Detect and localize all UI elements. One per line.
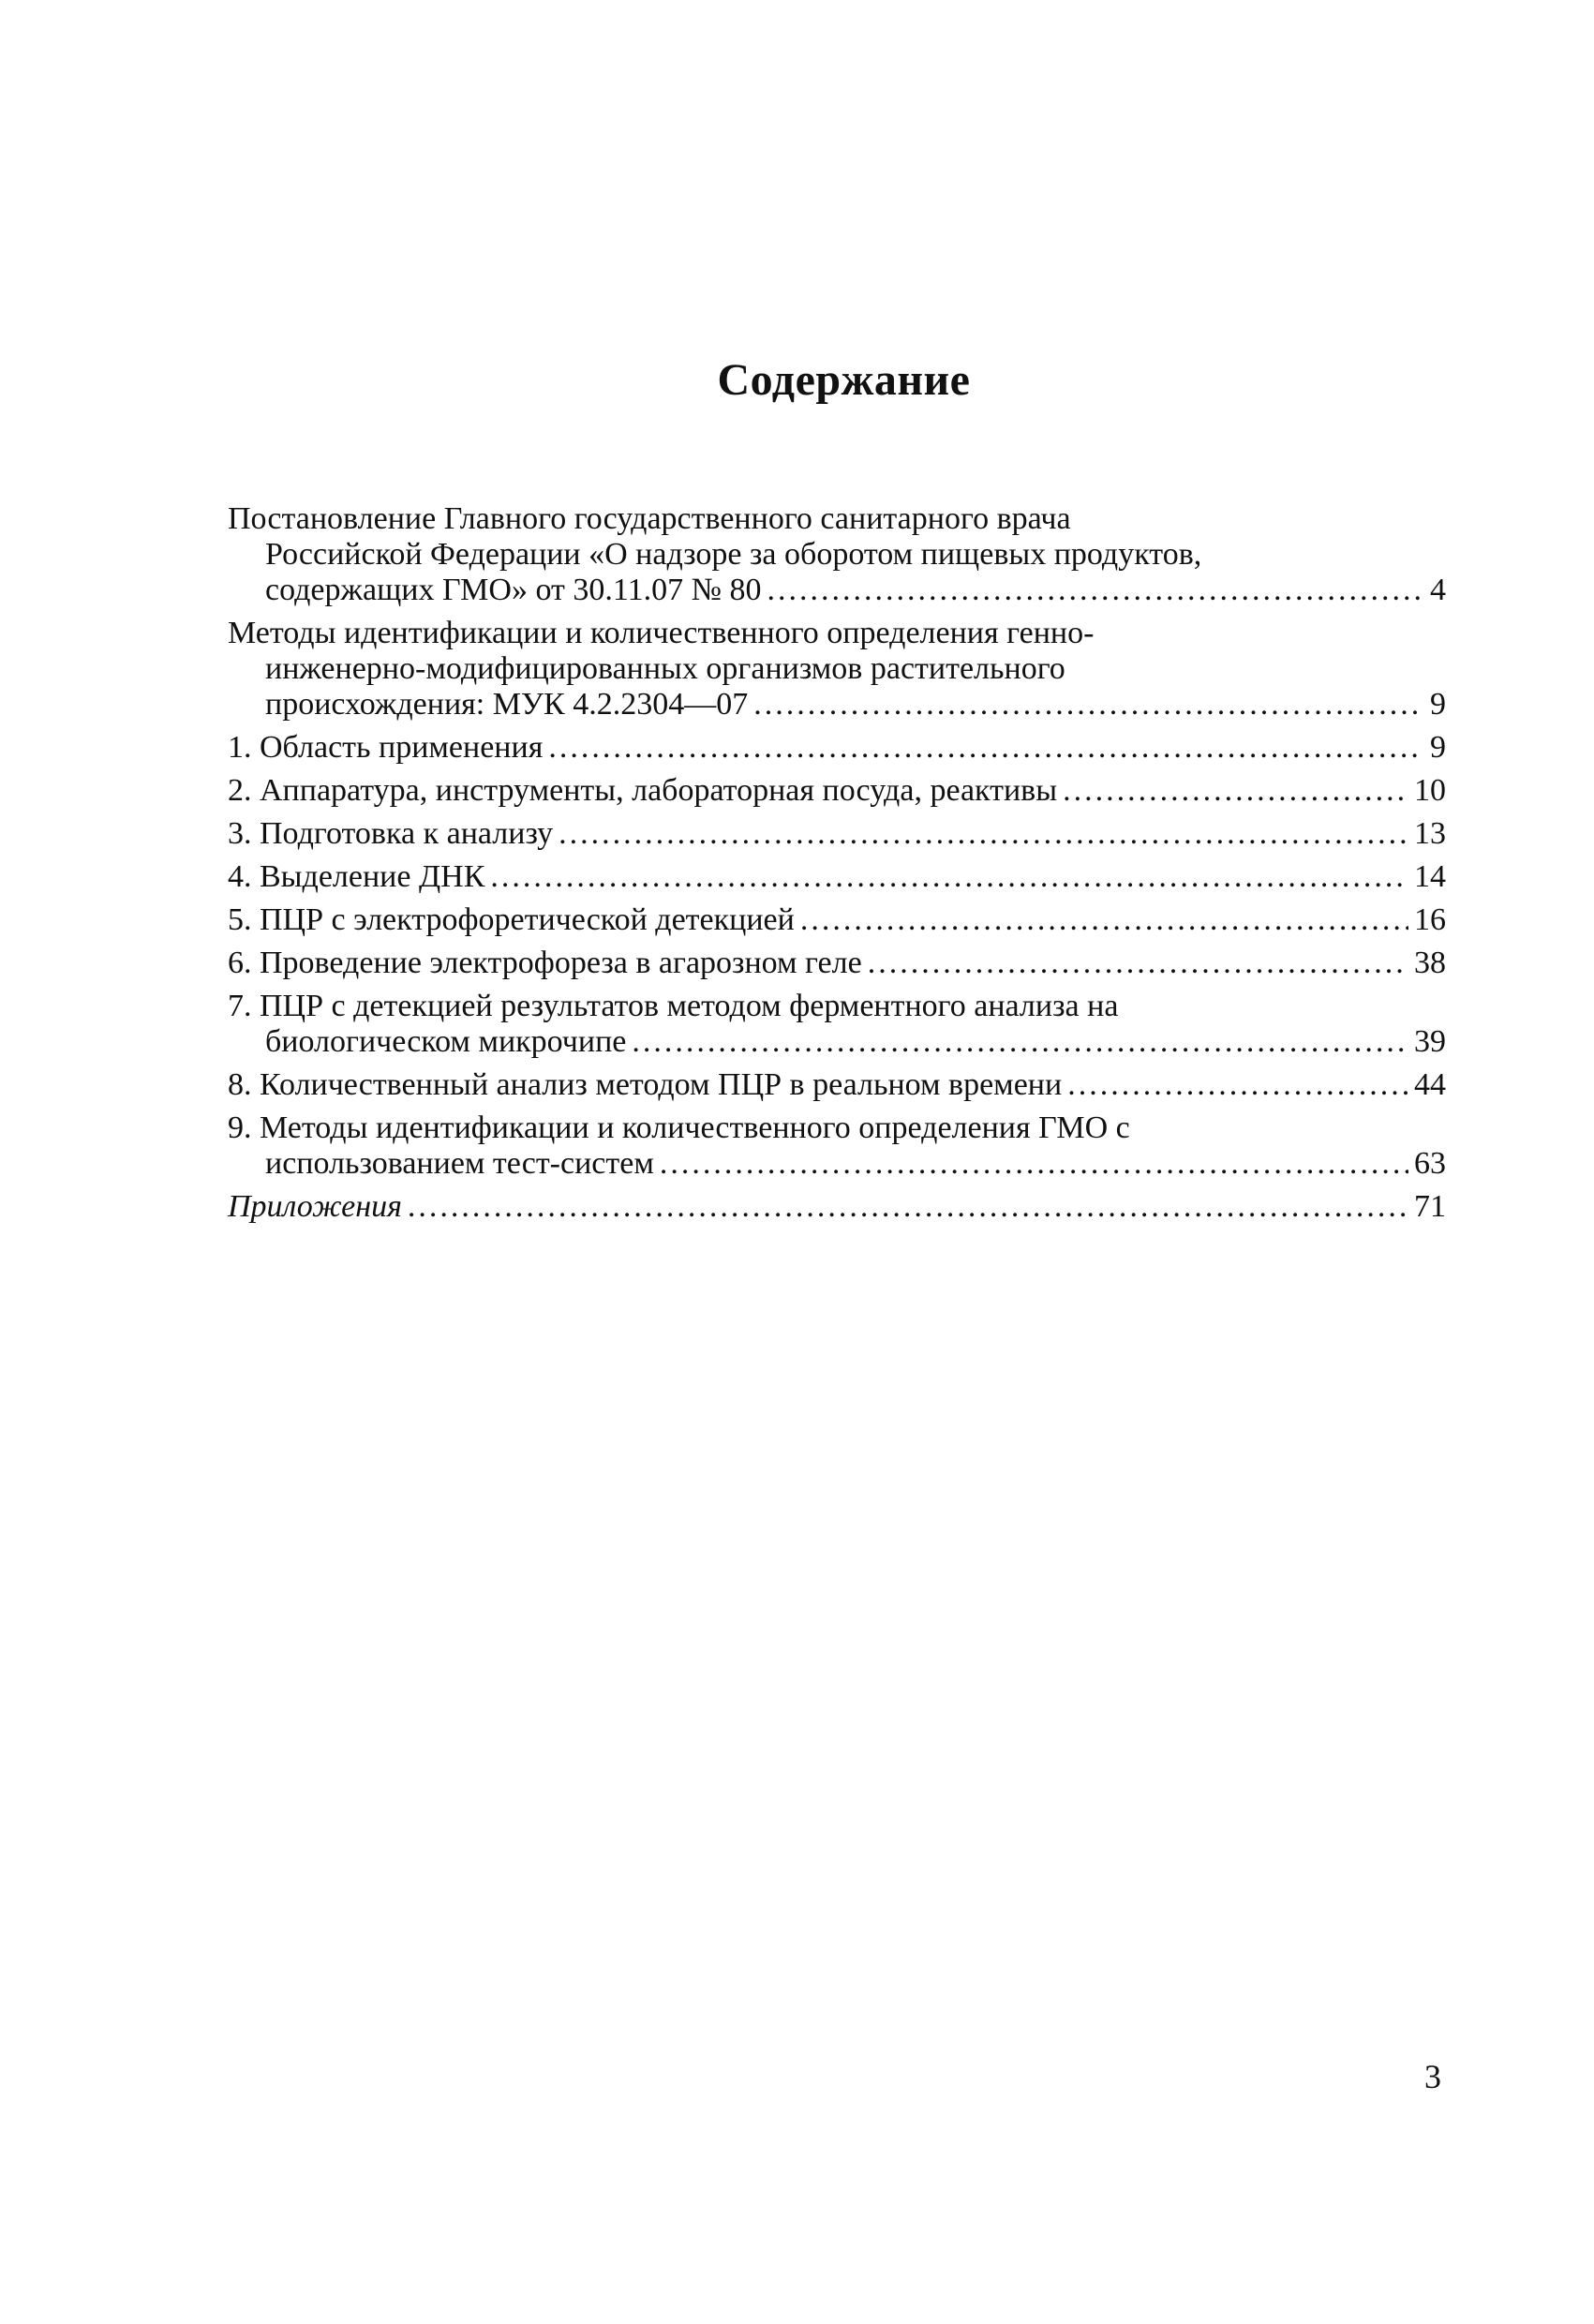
toc-entry-text: происхождения: МУК 4.2.2304—07 [265, 687, 749, 722]
toc-entry-text: Российской Федерации «О надзоре за оборотом пищевых продуктов, [265, 537, 1202, 572]
toc-entry-text: 7. ПЦР с детекцией результатов методом ферментного анализа на [228, 989, 1119, 1023]
toc-entry-text: содержащих ГМО» от 30.11.07 № 80 [265, 573, 762, 607]
toc-entry-text: 9. Методы идентификации и количественного определения ГМО с [228, 1110, 1130, 1145]
toc-entry[interactable] [228, 989, 1446, 1060]
table-of-contents [228, 501, 1446, 1232]
toc-entry[interactable] [228, 859, 1446, 895]
dot-leader [408, 1189, 1408, 1225]
dot-leader [1063, 773, 1408, 809]
dot-leader [800, 902, 1408, 938]
toc-page-number: 63 [1414, 1146, 1446, 1181]
toc-entry[interactable] [228, 773, 1446, 809]
toc-page-number: 4 [1430, 573, 1446, 607]
toc-entry-text: 4. Выделение ДНК [228, 859, 485, 894]
toc-entry[interactable] [228, 501, 1446, 608]
toc-entry[interactable] [228, 1067, 1446, 1103]
dot-leader [767, 573, 1423, 608]
toc-page-number: 71 [1414, 1189, 1446, 1224]
dot-leader [753, 687, 1423, 723]
toc-entry-text: Приложения [228, 1189, 402, 1224]
toc-entry-text: 3. Подготовка к анализу [228, 816, 554, 851]
page-number: 3 [1424, 2058, 1441, 2095]
dot-leader [632, 1024, 1408, 1060]
toc-page-number: 38 [1414, 946, 1446, 980]
toc-entry-text: 2. Аппаратура, инструменты, лабораторная посуда, реактивы [228, 773, 1058, 808]
toc-entry-text: 5. ПЦР с электрофоретической детекцией [228, 902, 795, 937]
toc-entry-text: инженерно-модифицированных организмов растительного [265, 651, 1065, 686]
toc-page-number: 13 [1414, 816, 1446, 851]
toc-entry[interactable] [228, 1110, 1446, 1182]
toc-page-number: 10 [1414, 773, 1446, 808]
toc-entry[interactable] [228, 902, 1446, 938]
dot-leader [1067, 1067, 1408, 1103]
page-title: Содержание [717, 355, 971, 405]
toc-entry[interactable] [228, 730, 1446, 766]
toc-entry[interactable] [228, 1189, 1446, 1225]
toc-page-number: 9 [1430, 730, 1446, 765]
toc-entry-text: использованием тест-систем [265, 1146, 654, 1181]
dot-leader [660, 1146, 1408, 1182]
toc-entry-text: биологическом микрочипе [265, 1024, 627, 1059]
dot-leader [559, 816, 1408, 852]
toc-entry-text: Постановление Главного государственного санитарного врача [228, 501, 1071, 536]
dot-leader [548, 730, 1423, 766]
toc-entry-text: 1. Область применения [228, 730, 544, 765]
toc-page-number: 9 [1430, 687, 1446, 722]
toc-entry[interactable] [228, 616, 1446, 723]
toc-entry-text: 6. Проведение электрофореза в агарозном геле [228, 946, 862, 980]
dot-leader [490, 859, 1408, 895]
toc-page-number: 14 [1414, 859, 1446, 894]
toc-page-number: 16 [1414, 902, 1446, 937]
dot-leader [868, 946, 1408, 981]
toc-entry-text: Методы идентификации и количественного определения генно- [228, 616, 1095, 650]
toc-entry[interactable] [228, 816, 1446, 852]
toc-page-number: 39 [1414, 1024, 1446, 1059]
toc-entry-text: 8. Количественный анализ методом ПЦР в реальном времени [228, 1067, 1063, 1102]
toc-entry[interactable] [228, 946, 1446, 981]
toc-page-number: 44 [1414, 1067, 1446, 1102]
